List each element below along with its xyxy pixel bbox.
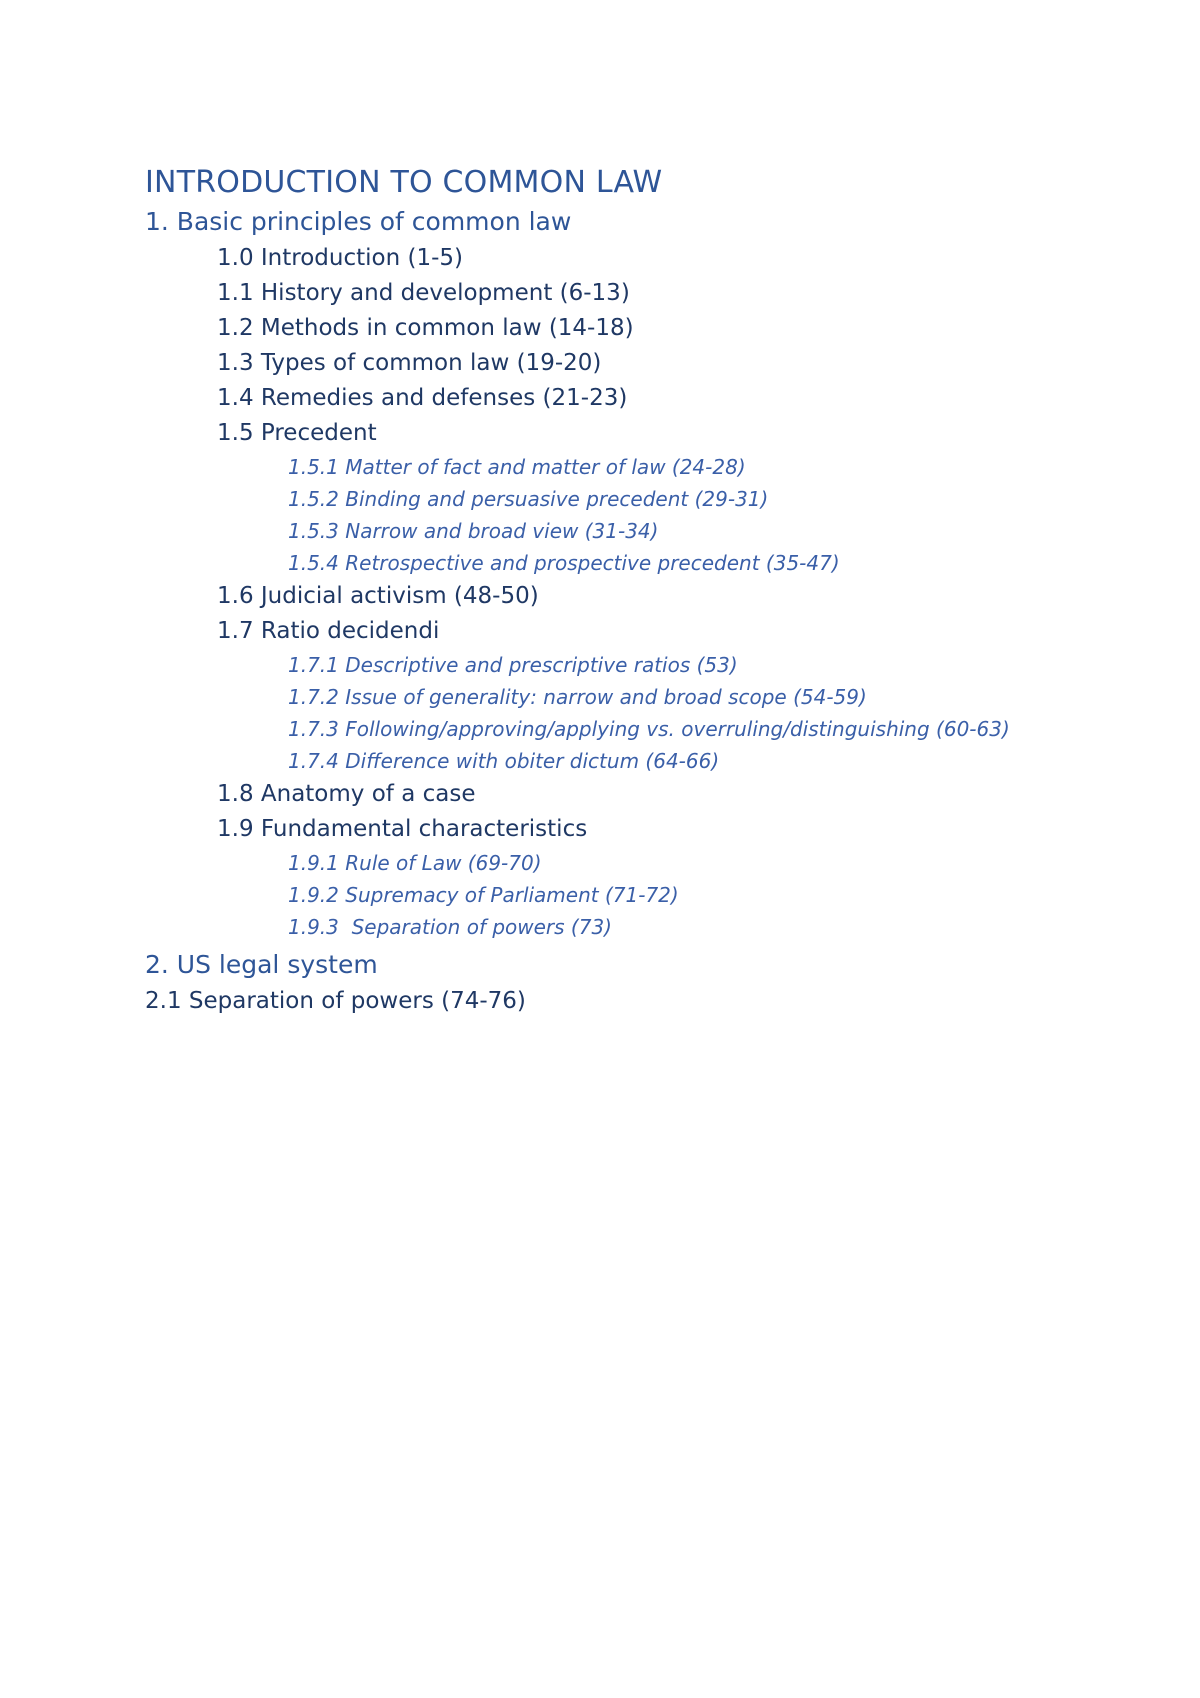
toc-item-judicial-activism: 1.6 Judicial activism (48-50) (217, 583, 539, 609)
toc-subitem-retrospective-precedent: 1.5.4 Retrospective and prospective precedent (35-47) (288, 551, 840, 575)
toc-subitem-rule-of-law: 1.9.1 Rule of Law (69-70) (288, 851, 542, 875)
document-title: INTRODUCTION TO COMMON LAW (145, 165, 663, 200)
toc-subitem-binding-precedent: 1.5.2 Binding and persuasive precedent (29-31) (288, 487, 769, 511)
toc-subitem-supremacy-parliament: 1.9.2 Supremacy of Parliament (71-72) (288, 883, 679, 907)
toc-subitem-descriptive-ratios: 1.7.1 Descriptive and prescriptive ratios (53) (288, 653, 738, 677)
section-heading-us-legal-system: 2. US legal system (145, 950, 378, 979)
toc-subitem-following-overruling: 1.7.3 Following/approving/applying vs. overruling/distinguishing (60-63) (288, 717, 1010, 741)
toc-subitem-generality: 1.7.2 Issue of generality: narrow and broad scope (54-59) (288, 685, 867, 709)
toc-item-precedent: 1.5 Precedent (217, 420, 377, 446)
toc-item-ratio-decidendi: 1.7 Ratio decidendi (217, 618, 440, 644)
toc-item-types: 1.3 Types of common law (19-20) (217, 350, 602, 376)
section-heading-basic-principles: 1. Basic principles of common law (145, 207, 572, 236)
toc-subitem-obiter-dictum: 1.7.4 Difference with obiter dictum (64-66) (288, 749, 720, 773)
toc-item-introduction: 1.0 Introduction (1-5) (217, 245, 463, 271)
toc-subitem-narrow-broad-view: 1.5.3 Narrow and broad view (31-34) (288, 519, 659, 543)
toc-subitem-matter-of-fact: 1.5.1 Matter of fact and matter of law (24-28) (288, 455, 746, 479)
toc-item-history: 1.1 History and development (6-13) (217, 280, 630, 306)
toc-item-methods: 1.2 Methods in common law (14-18) (217, 315, 634, 341)
toc-item-fundamental-characteristics: 1.9 Fundamental characteristics (217, 816, 588, 842)
toc-item-us-separation-of-powers: 2.1 Separation of powers (74-76) (145, 988, 526, 1014)
toc-subitem-separation-of-powers: 1.9.3 Separation of powers (73) (288, 915, 612, 939)
toc-item-remedies: 1.4 Remedies and defenses (21-23) (217, 385, 628, 411)
toc-item-anatomy-of-case: 1.8 Anatomy of a case (217, 781, 476, 807)
table-of-contents (145, 164, 1065, 1019)
